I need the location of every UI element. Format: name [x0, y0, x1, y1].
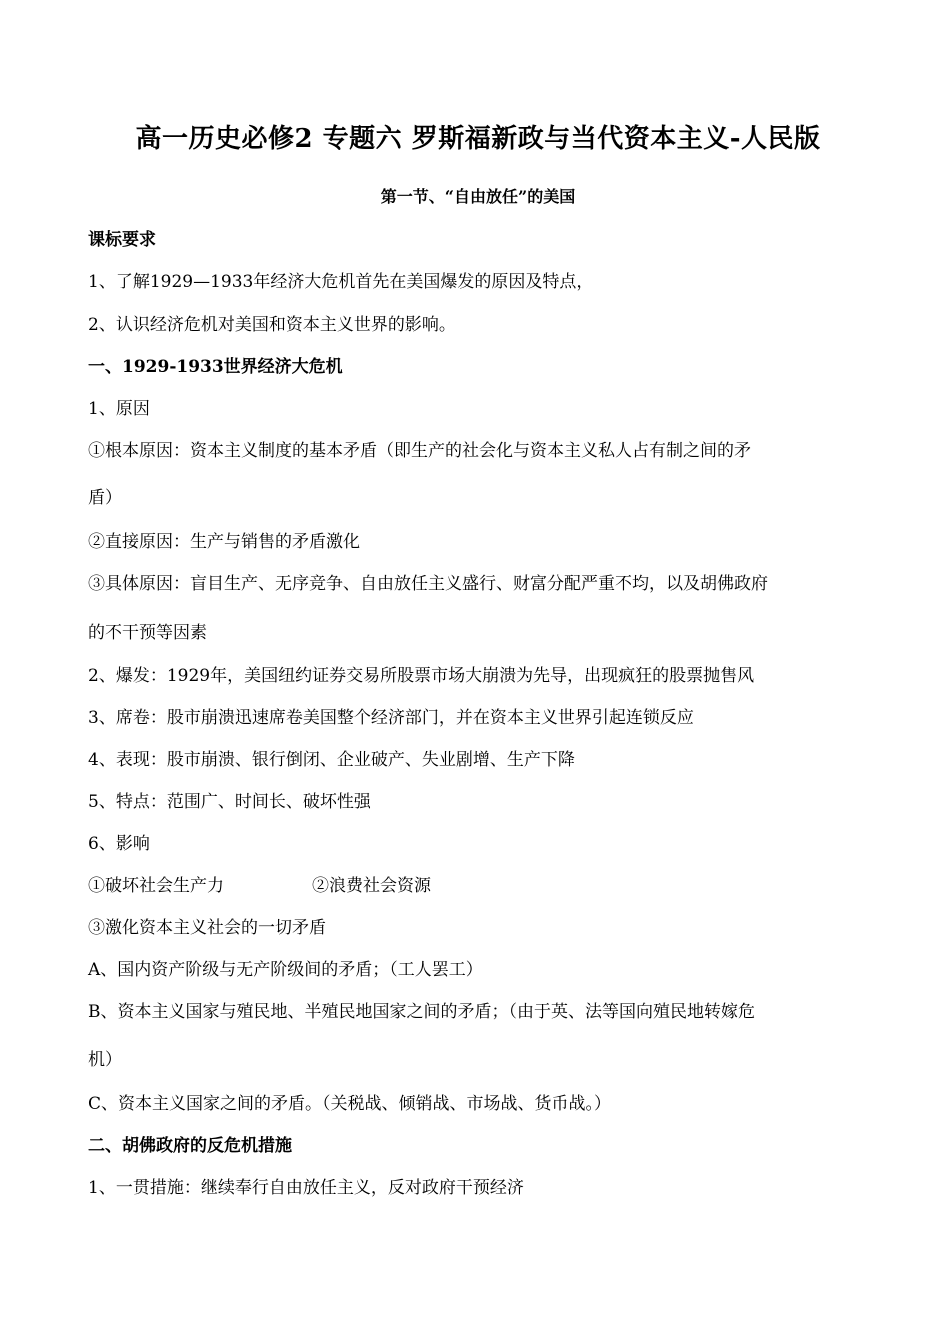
contradiction-a: A、国内资产阶级与无产阶级间的矛盾；（工人罢工）	[88, 960, 483, 980]
manifestation: 4、表现：股市崩溃、银行倒闭、企业破产、失业剧增、生产下降	[88, 750, 575, 770]
standard-item-2: 2、认识经济危机对美国和资本主义世界的影响。	[88, 315, 456, 335]
impact-2: ②浪费社会资源	[312, 876, 431, 896]
cause-specific-line2: 的不干预等因素	[88, 623, 207, 643]
spread: 3、席卷：股市崩溃迅速席卷美国整个经济部门，并在资本主义世界引起连锁反应	[88, 708, 694, 728]
contradiction-b-line2: 机）	[88, 1050, 122, 1070]
causes-heading: 1、原因	[88, 399, 150, 419]
standards-heading: 课标要求	[88, 230, 156, 250]
outbreak: 2、爆发：1929年，美国纽约证券交易所股票市场大崩溃为先导，出现疯狂的股票抛售风	[88, 666, 755, 686]
contradiction-c: C、资本主义国家之间的矛盾。（关税战、倾销战、市场战、货币战。）	[88, 1094, 612, 1114]
impact-heading: 6、影响	[88, 834, 150, 854]
document-title: 高一历史必修2 专题六 罗斯福新政与当代资本主义-人民版	[135, 124, 821, 154]
part2-heading: 二、胡佛政府的反危机措施	[88, 1136, 292, 1156]
contradiction-b-line1: B、资本主义国家与殖民地、半殖民地国家之间的矛盾；（由于英、法等国向殖民地转嫁危	[88, 1002, 755, 1022]
standard-item-1: 1、了解1929—1933年经济大危机首先在美国爆发的原因及特点，	[88, 272, 594, 292]
cause-direct: ②直接原因：生产与销售的矛盾激化	[88, 532, 360, 552]
part1-heading: 一、1929-1933世界经济大危机	[88, 357, 343, 377]
impact-row	[88, 874, 868, 898]
section-title: 第一节、“自由放任”的美国	[380, 187, 576, 206]
features: 5、特点：范围广、时间长、破坏性强	[88, 792, 371, 812]
impact-3: ③激化资本主义社会的一切矛盾	[88, 918, 326, 938]
measure-1: 1、一贯措施：继续奉行自由放任主义，反对政府干预经济	[88, 1178, 524, 1198]
cause-root-line1: ①根本原因：资本主义制度的基本矛盾（即生产的社会化与资本主义私人占有制之间的矛	[88, 441, 751, 461]
cause-root-line2: 盾）	[88, 488, 122, 508]
cause-specific-line1: ③具体原因：盲目生产、无序竞争、自由放任主义盛行、财富分配严重不均，以及胡佛政府	[88, 574, 768, 594]
impact-1: ①破坏社会生产力	[88, 876, 224, 896]
